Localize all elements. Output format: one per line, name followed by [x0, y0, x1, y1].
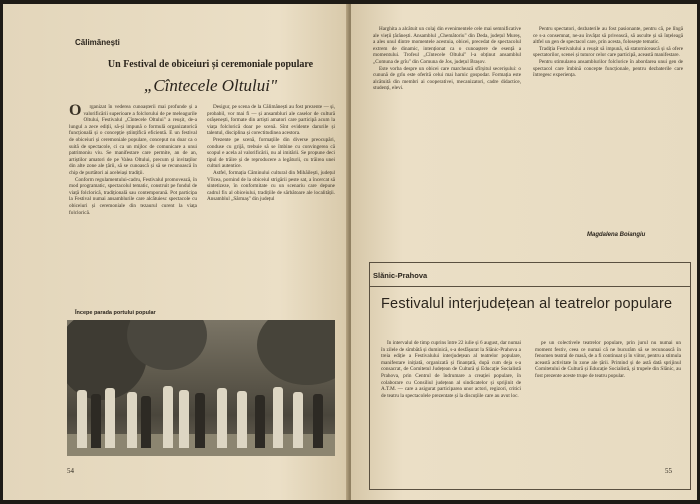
paragraph: Pentru stimularea ansamblurilor folclorice în abordarea unui gen de spectacol care îmbină concepte funcționale, pentru dezbaterile care întregesc experiența.: [533, 58, 683, 79]
paragraph: Harghita a alcătuit un colaj din evenimentele cele mai semnificative ale vieții țărănești. Ansamblul „Chemătoriu" din Deda, județul Mureș, a ales unul dintre momentele acestuia, obicei, precedat de spectacolul extrem de dinamic, intenționat ca o cunoaștere de esență a momentului. Trofeul „Cîntecele Oltului" l-a obținut ansamblul „Comuna de grîu" din Comuna de Jos, județul Brașov.: [373, 26, 521, 65]
article-subtitle: „Cîntecele Oltului": [143, 76, 278, 95]
photo-tree: [257, 320, 335, 385]
paragraph: Prezente pe scenă, formațiile din diverse preocupări, conduse cu grijă, trebuie să se îmbine cu convingerea că scopul e acela al valorificării, nu al imitării. Se propune deci tipul de trăire și de reproducere a legăturii, cu trăirea unei culturi autentice.: [207, 136, 335, 170]
paragraph: [69, 104, 197, 177]
photo-figure: [91, 394, 101, 448]
paragraph: Conform regulamentului-cadru, Festivalul promovează, în mod programatic, spectacolul tematic, construit pe fondul de viață folclorică, tradițională sau contemporană. Pot participa la Festival numai ansamblurile care alcătuiesc spectacole cu obiceiuri și ceremoniale din tezaurul curent la viața folclorică.: [69, 176, 197, 216]
paragraph-text: rganizat în vederea cunoașterii mai profunde și a valorificării superioare a folclorului de pe meleagurile Oltului, Festivalul „Cîntecele Oltului" a reușit, de-a lungul a zece ediții, să-și impună o formulă organizatorică funcțională și o concepție științifică eficientă. E un festival de obiceiuri și ceremoniale populare, conceput nu doar ca o suită de spectacole, ci ca un mijloc de comunicare a unui patrimoniu viu. Se manifestare care permite, an de an, artiștilor amatori de pe Valea Oltului, precum și invitaților din alte zone ale țării, să se cunoască și să se recunoască în chip de purtători ai aceleiași tradiții.: [69, 104, 197, 176]
photo-figure: [293, 392, 303, 448]
photo-figure: [217, 388, 227, 448]
parade-photo: [67, 320, 335, 456]
article-title: Un Festival de obiceiuri și ceremoniale populare: [107, 59, 314, 70]
paragraph: În intervalul de timp cuprins între 22 iulie și 6 august, dar numai în zilele de sîmbătă și duminică, s-a desfășurat la Slănic-Prahova a treia ediție a Festivalului interjudețean al teatrelor populare, manifestare inițiată, organizată și finanțată, după cum deja s-a consacrat, de Comitetul Județean de Cultură și Educație Socialistă Prahova, prin Centrul de îndrumare a creației populare, în colaborare cu Consiliul județean al sindicatelor și sprijinit de A.T.M. — care a asigurat participarea unor actori, regizori, critici de teatru la spectacolele prezentate și la discuțiile care au avut loc.: [381, 340, 521, 399]
region-label: Slănic-Prahova: [373, 271, 428, 280]
frame-rule: [369, 286, 691, 287]
paragraph: Astfel, formația Căminului cultural din Mihăilești, județul Vîlcea, pornind de la obiceiul strigării peste sat, a încercat să sintetizeze, în conformitate cu un scenariu care depune cadrul fix al obiceiului, tradițiile de sărbătoare ale localității. Ansamblul „Sărmaș" din județul: [207, 169, 335, 203]
paragraph: Desigur, pe scena de la Călimănești au fost prezente — și, probabil, vor mai fi — și ansambluri ale caselor de cultură orășenești, formate din artiști amatori care participă acum la viața folclorică doar pe scenă. Sînt evidente darurile și talentul, disciplina și corectitudinea acestora.: [207, 104, 335, 137]
photo-figure: [255, 395, 265, 448]
left-page: [3, 4, 349, 500]
photo-figure: [195, 393, 205, 448]
left-column-2: [207, 104, 335, 309]
photo-figure: [105, 388, 115, 448]
paragraph: Tradiția Festivalului a reușit să impună, să statornicească și să ofere spectatorilor, scenei și tuturor celor care participă, această manifestare.: [533, 45, 683, 59]
photo-figure: [77, 390, 87, 448]
article2-column-2: [535, 340, 681, 480]
author-name: Magdalena Boiangiu: [587, 232, 646, 238]
photo-figure: [141, 396, 151, 448]
right-column-1: [373, 26, 521, 254]
left-column-1: [69, 104, 197, 309]
photo-figure: [127, 392, 137, 448]
photo-caption: Începe parada portului popular: [75, 310, 156, 316]
section-header: Călimănești: [75, 38, 120, 47]
photo-figure: [237, 391, 247, 448]
article2-title: Festivalul interjudețean al teatrelor populare: [381, 296, 673, 312]
photo-figure: [179, 390, 189, 448]
paragraph: pe un colectivele teatrelor populare, prin jurul nu numai un moment festiv, ceea ce numai că ne bucurăm să se recunoască în fenomen teatral de masă, de a fi continuat și în viitor, pentru a stimula această activitate în zone ale țării. Primind și de astă dată sprijinul Comitetului de Cultură și Educație Socialistă, și trupele din Slănic, au fost prezente aceste trupe de teatru popular.: [535, 340, 681, 379]
paragraph: Pentru spectatori, dezbaterile au fost pasionante, pentru că, pe lîngă ce s-a consemnat, ne-au învățat să privească, să asculte și să înțeleagă altfel un gen de spectacol care, prin acesta, folosește tematic.: [533, 26, 683, 46]
right-page: [351, 4, 697, 500]
right-column-2: [533, 26, 683, 226]
page-number: 54: [67, 467, 74, 475]
photo-figure: [273, 387, 283, 448]
page-number: 55: [665, 467, 672, 475]
photo-figure: [163, 386, 173, 448]
photo-figure: [313, 394, 323, 448]
article2-column-1: [381, 340, 521, 480]
paragraph: Este vorba despre un obicei care marchează sfîrșitul secerișului: o cunună de grîu este oferită celui mai harnic gospodar. Formația este alcătuită din membri ai cooperativei, mecanizatori, cadre didactice, studenți, elevi.: [373, 65, 521, 92]
drop-cap: O: [69, 104, 82, 119]
